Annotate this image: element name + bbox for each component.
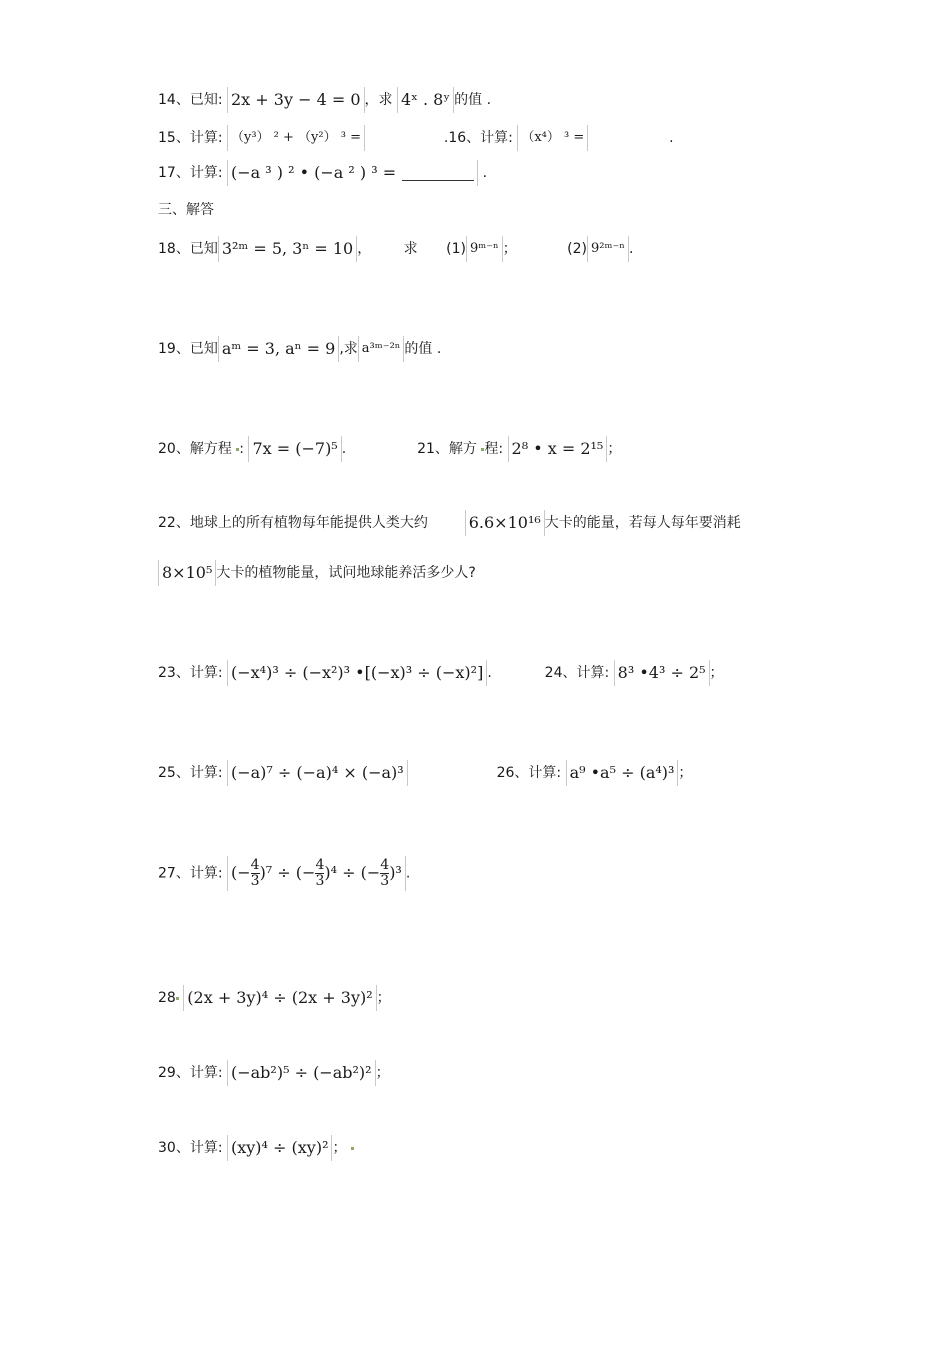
q25-expression: (−a)⁷ ÷ (−a)⁴ × (−a)³	[227, 760, 408, 786]
question-30	[158, 1135, 354, 1161]
q26-tail: ；	[678, 765, 693, 781]
q26-label: 26、计算:	[496, 765, 562, 781]
q27-den-3: 3	[380, 873, 390, 889]
q27-close: )³	[389, 863, 402, 882]
q30-tail: ；	[332, 1140, 347, 1156]
q17-tail: .	[482, 165, 488, 181]
q21-label: 21、解方	[417, 441, 477, 457]
q22-consumption: 8×10⁵	[158, 560, 216, 586]
q27-expression	[227, 856, 406, 891]
q16-tail: .	[669, 130, 674, 146]
q27-den-1: 3	[250, 873, 260, 889]
q24-expression: 8³ •4³ ÷ 2⁵	[614, 660, 710, 686]
q20-expression: 7x = (−7)⁵	[248, 436, 341, 462]
q28-artifact	[176, 997, 179, 1000]
q17-answer-blank	[402, 166, 474, 181]
q27-num-2: 4	[315, 857, 325, 873]
question-29	[158, 1060, 390, 1086]
question-22-cont	[158, 560, 476, 586]
q27-open-1: (−	[230, 863, 251, 882]
q27-num-3: 4	[380, 857, 390, 873]
q23-tail: .	[487, 665, 492, 681]
q27-den-2: 3	[315, 873, 325, 889]
q29-label: 29、计算:	[158, 1065, 223, 1081]
q27-fraction-1	[251, 858, 260, 889]
q15-expression: （y³） ² + （y²） ³ =	[227, 125, 365, 151]
q17-expression	[227, 160, 478, 186]
q26-expression: a⁹ •a⁵ ÷ (a⁴)³	[566, 760, 679, 786]
q27-tail: .	[405, 865, 411, 882]
q18-given: 3²ᵐ = 5, 3ⁿ = 10	[218, 236, 357, 262]
q16-expression: （x⁴） ³ =	[517, 125, 588, 151]
q21-tail: ；	[607, 441, 622, 457]
question-14	[158, 87, 491, 113]
q30-expression: (xy)⁴ ÷ (xy)²	[227, 1135, 333, 1161]
q24-label: 24、计算:	[544, 665, 610, 681]
q30-label: 30、计算:	[158, 1140, 223, 1156]
q18-mid: ，	[357, 241, 372, 257]
q17-expression-text: (−a ³ ) ² • (−a ² ) ³ =	[230, 163, 397, 182]
q18-label: 18、已知	[158, 241, 218, 257]
q20-artifact	[236, 448, 239, 451]
q16-label: .16、计算:	[443, 130, 513, 146]
q19-tail: 的值 .	[404, 341, 442, 357]
q22-mid: 大卡的能量，若每人每年要消耗	[544, 515, 741, 531]
q28-label: 28	[158, 990, 176, 1006]
question-15-16	[158, 125, 674, 151]
question-28	[158, 985, 391, 1011]
q18-expr1: 9ᵐ⁻ⁿ	[466, 236, 503, 262]
q14-expression: 4ˣ . 8ʸ	[397, 87, 454, 113]
question-18	[158, 236, 633, 262]
question-25-26	[158, 760, 692, 786]
question-23-24	[158, 660, 724, 686]
q19-mid: ,求	[339, 341, 358, 357]
q14-label: 14、已知:	[158, 92, 223, 108]
q23-label2: 3、计算:	[166, 665, 223, 681]
q14-equation: 2x + 3y − 4 = 0	[227, 87, 365, 113]
q18-expr2: 9²ᵐ⁻ⁿ	[587, 236, 629, 262]
q18-tail: .	[628, 241, 634, 257]
q29-tail: ；	[375, 1065, 390, 1081]
q18-sep: ；	[502, 241, 517, 257]
q17-label: 17、计算:	[158, 165, 223, 181]
q23-label: 2	[158, 665, 167, 681]
q18-part2: (2)	[567, 241, 587, 257]
question-17	[158, 160, 487, 186]
q18-qiu: 求	[403, 241, 418, 257]
q22-energy: 6.6×10¹⁶	[465, 510, 545, 536]
question-27	[158, 856, 410, 891]
q19-expr: a³ᵐ⁻²ⁿ	[358, 336, 405, 362]
q27-num-1: 4	[250, 857, 260, 873]
q30-artifact	[351, 1147, 354, 1150]
q28-tail: ；	[376, 990, 391, 1006]
q27-op-2: )⁴ ÷ (−	[324, 863, 381, 882]
q19-given: aᵐ = 3, aⁿ = 9	[218, 336, 340, 362]
question-19	[158, 336, 441, 362]
q27-fraction-3	[380, 858, 389, 889]
q15-label: 15、计算:	[158, 130, 223, 146]
q25-label: 25、计算:	[158, 765, 223, 781]
q28-expression: (2x + 3y)⁴ ÷ (2x + 3y)²	[183, 985, 376, 1011]
q22-label: 22、地球上的所有植物每年能提供人类大约	[158, 515, 428, 531]
q27-label: 27、计算:	[158, 865, 223, 882]
q21-label2: 程:	[484, 441, 504, 457]
q22-tail: 大卡的植物能量，试问地球能养活多少人?	[216, 565, 476, 581]
q20-label: 20、解方程	[158, 441, 232, 457]
q19-label: 19、已知	[158, 341, 218, 357]
q29-expression: (−ab²)⁵ ÷ (−ab²)²	[227, 1060, 376, 1086]
q23-expression: (−x⁴)³ ÷ (−x²)³ •[(−x)³ ÷ (−x)²]	[227, 660, 487, 686]
question-22	[158, 510, 741, 536]
q14-tail: 的值 .	[454, 92, 492, 108]
q27-op-1: )⁷ ÷ (−	[259, 863, 316, 882]
q21-expression: 2⁸ • x = 2¹⁵	[508, 436, 608, 462]
q20-tail: .	[341, 441, 347, 457]
section-heading: 三、解答	[158, 202, 214, 218]
question-20-21: 20、解方程 : 7x = (−7)⁵ . 21、解方 程: 2⁸ • x = 2¹⁵ ；	[158, 436, 621, 462]
q18-part1: (1)	[446, 241, 466, 257]
q24-tail: ；	[709, 665, 724, 681]
q14-mid: ，求	[364, 92, 393, 108]
